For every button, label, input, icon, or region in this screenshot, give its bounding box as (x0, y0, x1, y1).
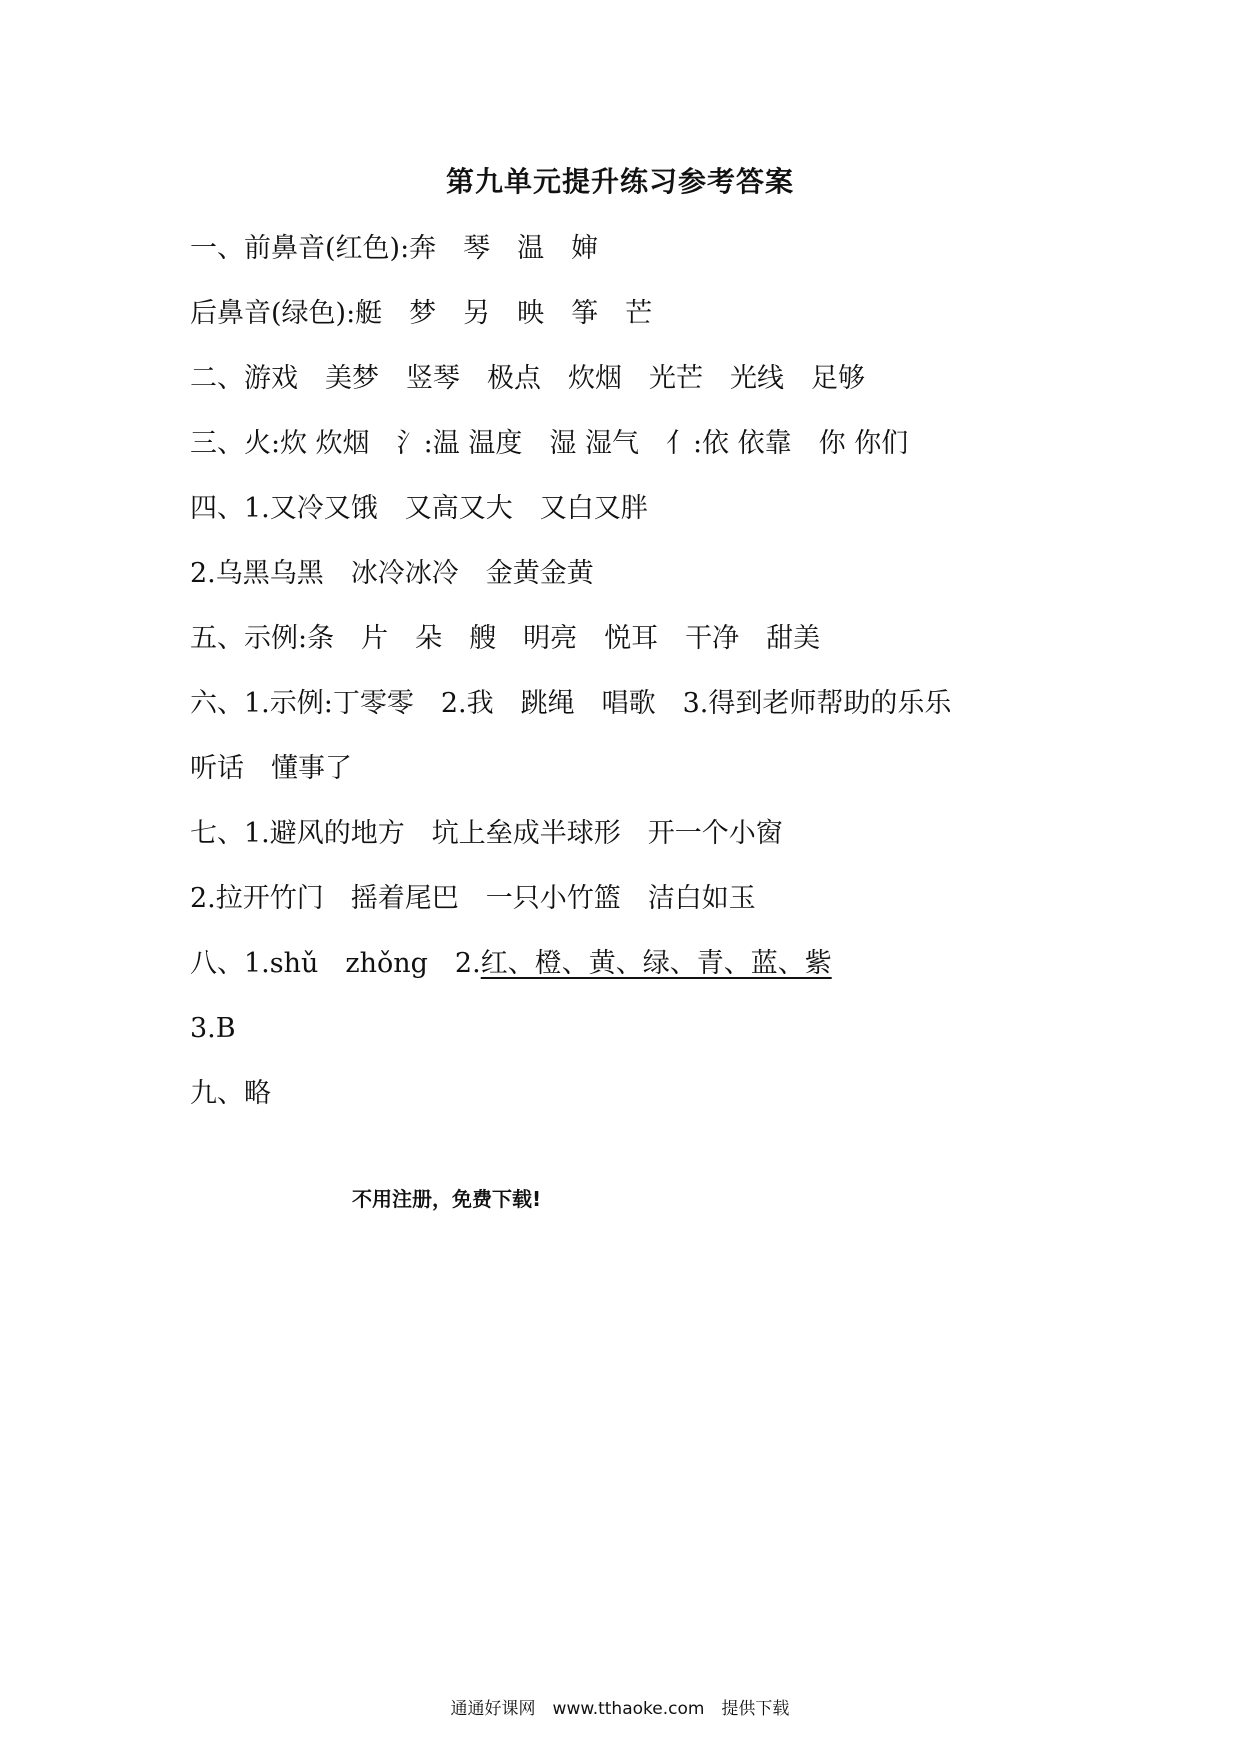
answer-line-2: 二、游戏 美梦 竖琴 极点 炊烟 光芒 光线 足够 (190, 363, 865, 394)
answer-line-3: 三、火:炊 炊烟 氵:温 温度 湿 湿气 亻:依 依靠 你 你们 (190, 428, 909, 459)
answer-line-7a: 七、1.避风的地方 坑上垒成半球形 开一个小窗 (190, 818, 783, 849)
answer-line-6b: 听话 懂事了 (190, 753, 352, 784)
answer-line-1b: 后鼻音(绿色):艇 梦 另 映 筝 芒 (190, 298, 653, 329)
answer-line-7b: 2.拉开竹门 摇着尾巴 一只小竹篮 洁白如玉 (190, 883, 756, 914)
answer-line-4a: 四、1.又冷又饿 又高又大 又白又胖 (190, 493, 648, 524)
answer-line-4b: 2.乌黑乌黑 冰冷冰冷 金黄金黄 (190, 558, 594, 589)
answer-line-8a (190, 947, 832, 981)
underlined-colors: 红、橙、黄、绿、青、蓝、紫 (480, 948, 832, 979)
answer-line-6a: 六、1.示例:丁零零 2.我 跳绳 唱歌 3.得到老师帮助的乐乐 (190, 688, 952, 719)
answer-line-5: 五、示例:条 片 朵 艘 明亮 悦耳 干净 甜美 (190, 623, 821, 654)
site-footer: 通通好课网 www.tthaoke.com 提供下载 (450, 1699, 790, 1719)
page-title: 第九单元提升练习参考答案 (445, 165, 794, 198)
answer-line-9: 九、略 (190, 1078, 271, 1109)
answer-line-8b: 3.B (190, 1013, 236, 1044)
answer-line-8a-prefix: 八、1.shǔ zhǒng 2. (190, 948, 481, 979)
answer-line-1a: 一、前鼻音(红色):奔 琴 温 婶 (190, 233, 599, 264)
free-download-note: 不用注册，免费下载! (352, 1187, 542, 1211)
